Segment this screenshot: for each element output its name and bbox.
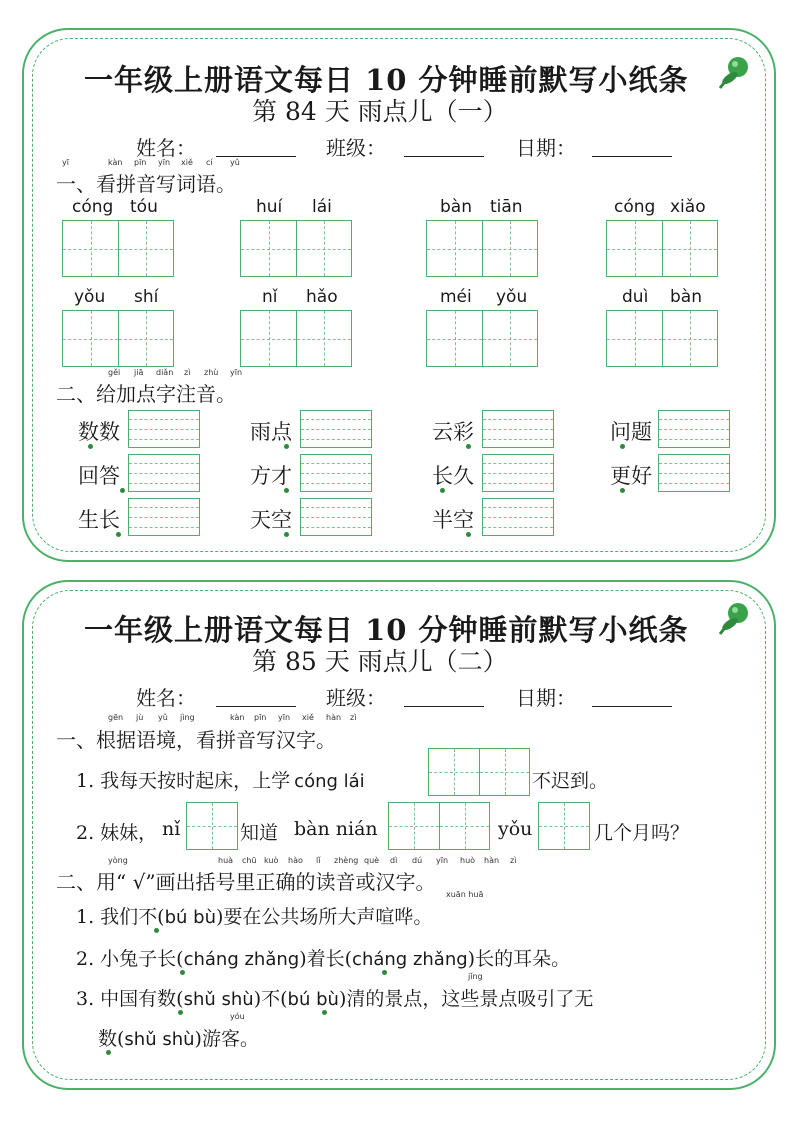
ruby-label: jǐng [468,972,483,981]
pinyin-label: cóng [72,197,114,217]
pinyin-box[interactable] [128,410,200,448]
emphasis-dot [116,532,121,537]
question-1-tail: 不迟到。 [532,770,609,792]
emphasis-dot [440,488,445,493]
date-field[interactable] [592,156,672,157]
writing-grid[interactable] [240,310,352,367]
pinyin-label: méi [440,287,472,307]
writing-grid[interactable] [240,220,352,277]
pinyin-label: bàn nián [294,818,378,840]
name-label: 姓名： [136,136,196,160]
word-item: 回答 [78,464,120,488]
pinyin-label: nǐ [162,818,181,840]
word-item: 半空 [432,508,474,532]
name-field[interactable] [216,706,296,707]
pinyin-label: bàn [440,197,472,217]
question-2-start: 2. 妹妹， [76,822,158,844]
date-field[interactable] [592,706,672,707]
pinyin-choice[interactable]: bú bù [164,907,216,928]
pinyin-box[interactable] [658,454,730,492]
card2-section2-title: 二、用“ √”画出括号里正确的读音或汉字。 [56,870,436,894]
pinyin-choice[interactable]: cháng zhǎng [352,949,468,970]
emphasis-dot [284,532,289,537]
pinyin-box[interactable] [128,498,200,536]
emphasis-dot [88,444,93,449]
writing-grid[interactable] [186,802,238,850]
pushpin-icon [716,600,750,640]
pinyin-label: nǐ [262,287,278,307]
sentence-1: 1. 我们不(bú bù)要在公共场所大声喧哗。 [76,906,433,928]
pinyin-label: cóng lái [294,771,365,792]
emphasis-dot [382,970,387,975]
writing-grid[interactable] [62,220,174,277]
writing-grid[interactable] [428,748,530,796]
emphasis-dot [620,444,625,449]
pinyin-label: duì [622,287,649,307]
pinyin-label: hǎo [306,287,338,307]
name-label: 姓名： [136,686,196,710]
pinyin-box[interactable] [300,410,372,448]
word-item: 雨点 [250,420,292,444]
pinyin-label: cóng [614,197,656,217]
pinyin-box[interactable] [482,410,554,448]
writing-grid[interactable] [426,310,538,367]
emphasis-dot [154,928,159,933]
word-item: 云彩 [432,420,474,444]
class-field[interactable] [404,706,484,707]
pinyin-label: xiǎo [670,197,706,217]
pinyin-label: yǒu [496,287,528,307]
emphasis-dot [120,488,125,493]
pinyin-label: lái [312,197,332,217]
pushpin-icon [716,54,750,94]
name-field[interactable] [216,156,296,157]
sentence-3: 3. 中国有数(shǔ shù)不(bú bù)清的景点，这些景点吸引了无 [76,988,594,1010]
pinyin-label: huí [256,197,283,217]
pinyin-box[interactable] [482,498,554,536]
date-label: 日期： [516,136,576,160]
class-label: 班级： [326,686,386,710]
pinyin-box[interactable] [658,410,730,448]
pinyin-choice[interactable]: shǔ shù [124,1029,195,1050]
pinyin-choice[interactable]: bú bù [287,989,339,1010]
sentence-3-continued: 数(shǔ shù)游客。 [98,1028,259,1050]
ruby-label: xuān huā [446,890,484,899]
pinyin-box[interactable] [482,454,554,492]
pinyin-label: tóu [130,197,158,217]
ruby-label: yóu [230,1012,245,1021]
pinyin-box[interactable] [128,454,200,492]
card1-section1-title: 一、看拼音写词语。 [56,172,236,196]
class-label: 班级： [326,136,386,160]
emphasis-dot [322,1010,327,1015]
emphasis-dot [180,970,185,975]
pinyin-label: bàn [670,287,702,307]
writing-grid[interactable] [426,220,538,277]
card2-subtitle: 第 85 天 雨点儿（二） [252,647,508,676]
card2-title: 一年级上册语文每日 10 分钟睡前默写小纸条 [84,613,689,647]
pinyin-choice[interactable]: shǔ shù [183,989,254,1010]
emphasis-dot [106,1050,111,1055]
pinyin-label: shí [134,287,159,307]
class-field[interactable] [404,156,484,157]
question-1: 1. 我每天按时起床，上学 cóng lái [76,770,365,792]
word-item: 问题 [610,420,652,444]
emphasis-dot [466,444,471,449]
emphasis-dot [466,532,471,537]
date-label: 日期： [516,686,576,710]
word-item: 生长 [78,508,120,532]
emphasis-dot [620,488,625,493]
writing-grid[interactable] [606,310,718,367]
word-item: 数数 [78,420,120,444]
word-item: 更好 [610,464,652,488]
writing-grid[interactable] [388,802,490,850]
word-item: 天空 [250,508,292,532]
card2-section1-title: 一、根据语境，看拼音写汉字。 [56,728,336,752]
writing-grid[interactable] [62,310,174,367]
pinyin-label: yǒu [498,818,533,840]
word-item: 方才 [250,464,292,488]
emphasis-dot [284,488,289,493]
sentence-2: 2. 小兔子长(cháng zhǎng)着长(cháng zhǎng)长的耳朵。 [76,948,571,970]
pinyin-choice[interactable]: cháng zhǎng [183,949,300,970]
writing-grid[interactable] [538,802,590,850]
emphasis-dot [178,1010,183,1015]
word-item: 长久 [432,464,474,488]
emphasis-dot [284,444,289,449]
pinyin-label: yǒu [74,287,106,307]
card1-subtitle: 第 84 天 雨点儿（一） [252,97,508,126]
pinyin-box[interactable] [300,498,372,536]
writing-grid[interactable] [606,220,718,277]
question-2-mid: 知道 [240,822,279,844]
question-2-tail: 几个月吗？ [594,822,690,844]
card1-section2-title: 二、给加点字注音。 [56,382,236,406]
pinyin-box[interactable] [300,454,372,492]
pinyin-label: tiān [490,197,523,217]
card1-title: 一年级上册语文每日 10 分钟睡前默写小纸条 [84,63,689,97]
